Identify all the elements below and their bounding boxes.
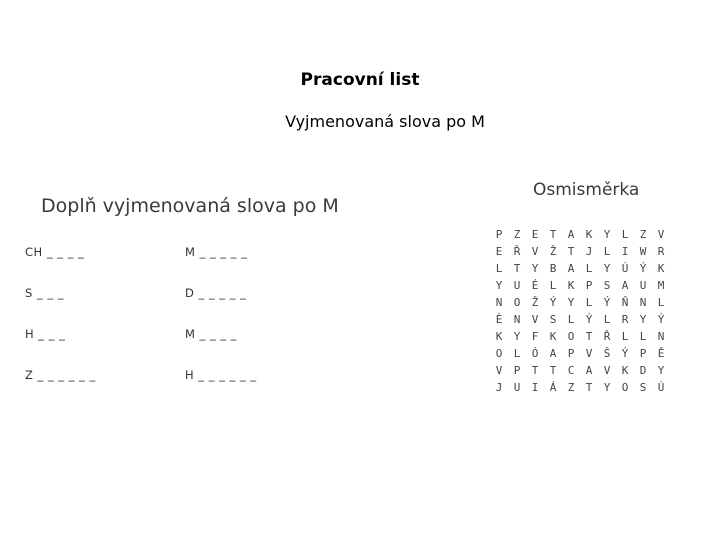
wordsearch-letter: K (585, 228, 593, 241)
exercise-list (25, 245, 355, 409)
wordsearch-letter: Ř (603, 330, 611, 343)
wordsearch-letter: L (603, 313, 611, 326)
wordsearch-letter: K (621, 364, 629, 377)
wordsearch-letter: K (657, 262, 665, 275)
wordsearch-letter: R (621, 313, 629, 326)
exercise-item: S _ _ _ (25, 286, 65, 300)
wordsearch-letter: Y (567, 296, 575, 309)
wordsearch-letter: T (549, 364, 557, 377)
wordsearch-letter: Z (513, 228, 521, 241)
wordsearch-letter: Ř (513, 245, 521, 258)
wordsearch-grid (490, 226, 670, 396)
wordsearch-letter: Y (513, 330, 521, 343)
wordsearch-letter: Y (603, 262, 611, 275)
exercise-heading: Doplň vyjmenovaná slova po M (41, 195, 339, 217)
wordsearch-letter: Y (639, 313, 647, 326)
wordsearch-letter: R (657, 245, 665, 258)
wordsearch-letter: K (549, 330, 557, 343)
wordsearch-letter: O (567, 330, 575, 343)
exercise-item: H _ _ _ (25, 327, 66, 341)
wordsearch-letter: P (495, 228, 503, 241)
page-title: Pracovní list (300, 70, 420, 90)
wordsearch-letter: Y (495, 279, 503, 292)
wordsearch-letter: K (495, 330, 503, 343)
wordsearch-letter: J (495, 381, 503, 394)
exercise-item: CH _ _ _ _ (25, 245, 85, 259)
wordsearch-letter: O (495, 347, 503, 360)
wordsearch-letter: B (549, 262, 557, 275)
wordsearch-letter: Y (603, 228, 611, 241)
wordsearch-letter: S (549, 313, 557, 326)
wordsearch-letter: D (639, 364, 647, 377)
exercise-item: H _ _ _ _ _ _ (185, 368, 257, 382)
wordsearch-letter: V (603, 364, 611, 377)
wordsearch-letter: V (585, 347, 593, 360)
wordsearch-letter: L (585, 296, 593, 309)
exercise-item: Z _ _ _ _ _ _ (25, 368, 96, 382)
wordsearch-letter: L (639, 330, 647, 343)
wordsearch-letter: E (495, 245, 503, 258)
page-subtitle: Vyjmenovaná slova po M (285, 112, 485, 131)
wordsearch-letter: I (531, 381, 539, 394)
wordsearch-letter: A (567, 262, 575, 275)
wordsearch-letter: K (567, 279, 575, 292)
wordsearch-letter: T (549, 228, 557, 241)
wordsearch-letter: L (603, 245, 611, 258)
wordsearch-letter: L (621, 228, 629, 241)
wordsearch-letter: P (585, 279, 593, 292)
wordsearch-letter: Š (603, 347, 611, 360)
wordsearch-letter: T (567, 245, 575, 258)
wordsearch-letter: S (603, 279, 611, 292)
wordsearch-letter: Z (639, 228, 647, 241)
exercise-item: M _ _ _ _ (185, 327, 238, 341)
wordsearch-letter: Ň (621, 296, 629, 309)
wordsearch-letter: Ý (603, 296, 611, 309)
wordsearch-letter: Á (549, 381, 557, 394)
exercise-item: M _ _ _ _ _ (185, 245, 248, 259)
wordsearch-letter: L (567, 313, 575, 326)
wordsearch-letter: P (639, 347, 647, 360)
wordsearch-letter: Y (531, 262, 539, 275)
wordsearch-letter: Ž (531, 296, 539, 309)
wordsearch-letter: P (513, 364, 521, 377)
wordsearch-letter: S (639, 381, 647, 394)
wordsearch-letter: O (621, 381, 629, 394)
wordsearch-letter: Ó (531, 347, 539, 360)
wordsearch-letter: Y (603, 381, 611, 394)
wordsearch-letter: Ý (549, 296, 557, 309)
wordsearch-letter: U (639, 279, 647, 292)
wordsearch-letter: Ý (585, 313, 593, 326)
wordsearch-letter: P (567, 347, 575, 360)
wordsearch-letter: Ž (549, 245, 557, 258)
wordsearch-letter: L (549, 279, 557, 292)
wordsearch-letter: L (495, 262, 503, 275)
wordsearch-letter: Ý (639, 262, 647, 275)
wordsearch-letter: L (621, 330, 629, 343)
wordsearch-letter: V (495, 364, 503, 377)
wordsearch-letter: J (585, 245, 593, 258)
wordsearch-letter: L (657, 296, 665, 309)
wordsearch-letter: A (567, 228, 575, 241)
exercise-item: D _ _ _ _ _ (185, 286, 247, 300)
wordsearch-letter: Ú (657, 381, 665, 394)
wordsearch-letter: Ě (657, 347, 665, 360)
wordsearch-letter: V (531, 313, 539, 326)
wordsearch-heading: Osmisměrka (533, 180, 640, 200)
wordsearch-letter: Ý (657, 313, 665, 326)
wordsearch-letter: V (531, 245, 539, 258)
wordsearch-letter: V (657, 228, 665, 241)
wordsearch-letter: Y (657, 364, 665, 377)
wordsearch-letter: E (531, 228, 539, 241)
wordsearch-letter: A (585, 364, 593, 377)
wordsearch-letter: T (585, 330, 593, 343)
wordsearch-letter: Z (567, 381, 575, 394)
wordsearch-letter: N (495, 296, 503, 309)
wordsearch-letter: N (657, 330, 665, 343)
wordsearch-letter: T (531, 364, 539, 377)
wordsearch-letter: M (657, 279, 665, 292)
wordsearch-letter: I (621, 245, 629, 258)
wordsearch-letter: È (495, 313, 503, 326)
wordsearch-letter: C (567, 364, 575, 377)
wordsearch-letter: N (639, 296, 647, 309)
wordsearch-letter: Ú (621, 262, 629, 275)
wordsearch-letter: L (513, 347, 521, 360)
wordsearch-letter: T (513, 262, 521, 275)
wordsearch-letter: F (531, 330, 539, 343)
wordsearch-letter: T (585, 381, 593, 394)
wordsearch-letter: Ý (621, 347, 629, 360)
wordsearch-letter: U (513, 381, 521, 394)
wordsearch-letter: É (531, 279, 539, 292)
wordsearch-letter: W (639, 245, 647, 258)
wordsearch-letter: N (513, 313, 521, 326)
wordsearch-letter: O (513, 296, 521, 309)
wordsearch-letter: A (549, 347, 557, 360)
wordsearch-letter: L (585, 262, 593, 275)
wordsearch-letter: A (621, 279, 629, 292)
wordsearch-letter: U (513, 279, 521, 292)
